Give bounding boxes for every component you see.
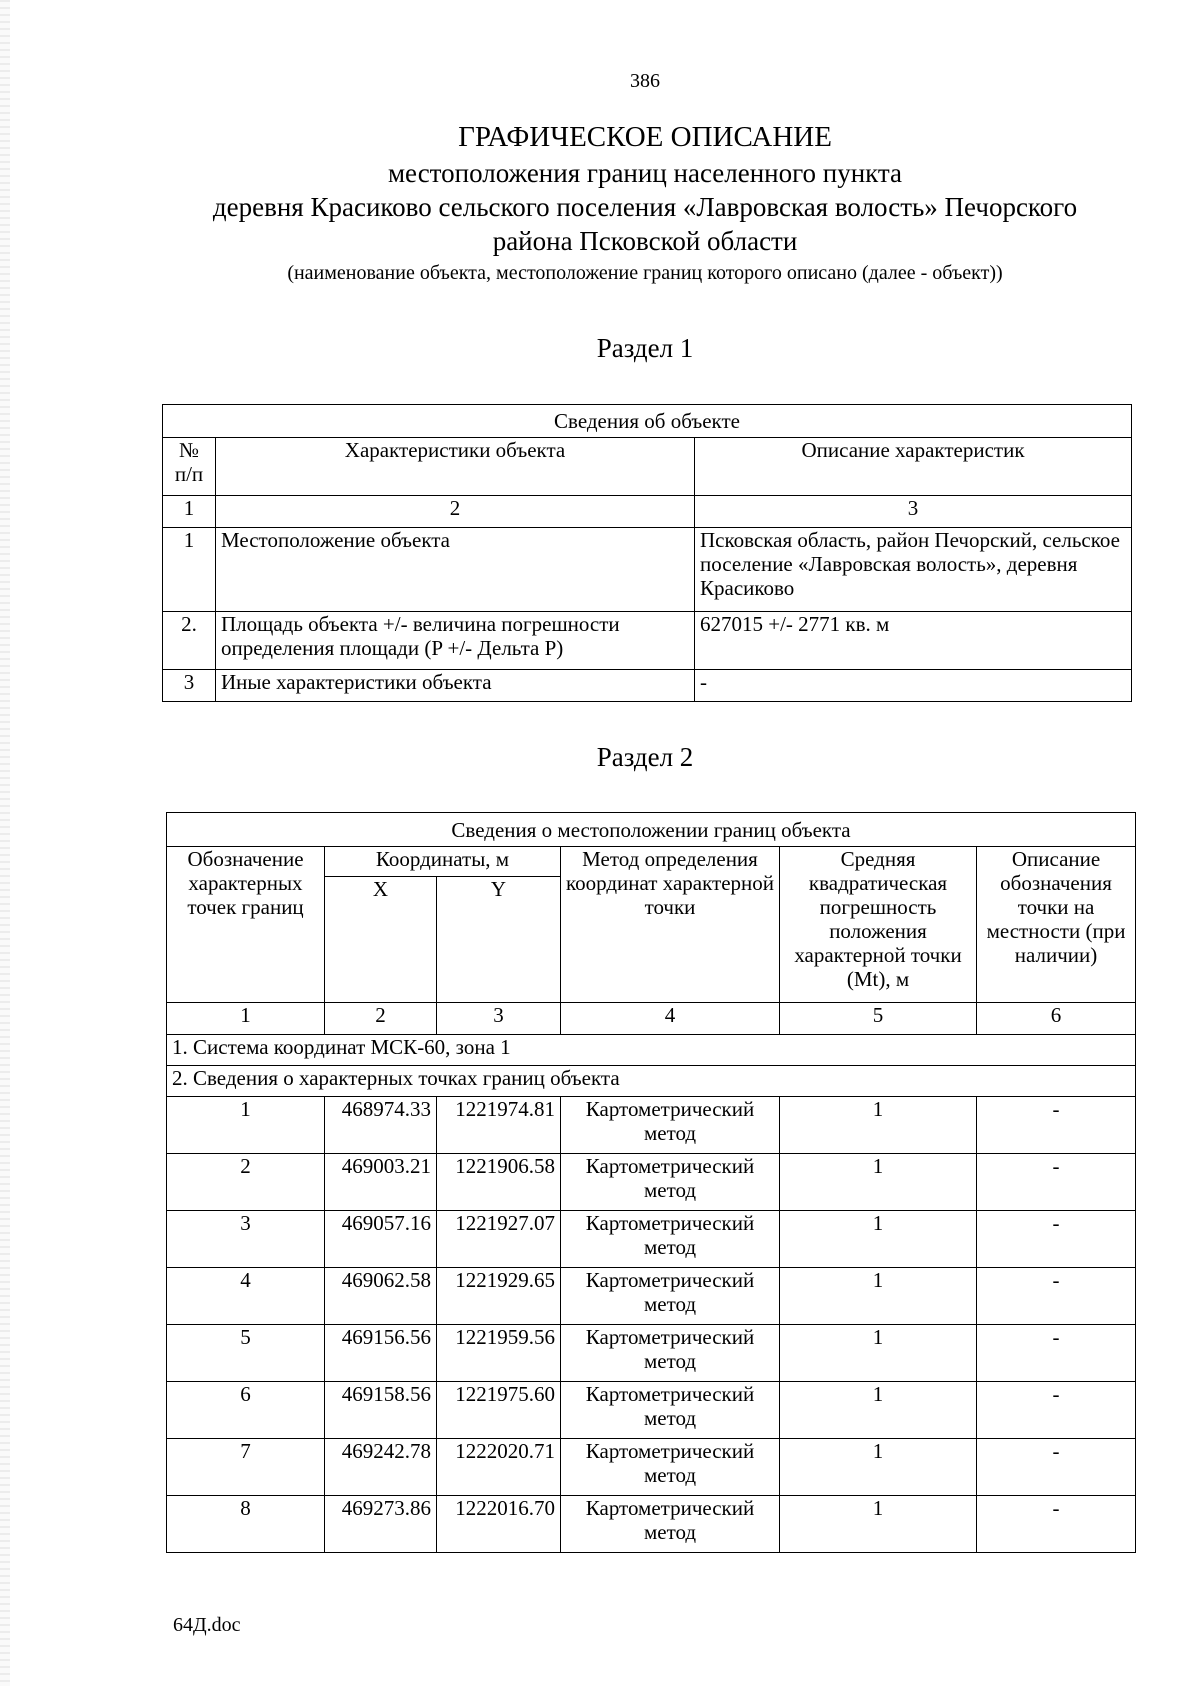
error-mt: 1 <box>780 1439 977 1496</box>
header-coordinates: Координаты, м <box>325 847 561 877</box>
point-description: - <box>977 1211 1136 1268</box>
error-mt: 1 <box>780 1097 977 1154</box>
coord-x: 469062.58 <box>325 1268 437 1325</box>
coord-y: 1221927.07 <box>437 1211 561 1268</box>
index-cell: 3 <box>695 496 1132 528</box>
point-description: - <box>977 1097 1136 1154</box>
coord-y: 1221975.60 <box>437 1382 561 1439</box>
error-mt: 1 <box>780 1496 977 1553</box>
index-cell: 1 <box>167 1003 325 1035</box>
section1-title: Раздел 1 <box>596 333 694 363</box>
page-number: 386 <box>630 70 660 92</box>
points-body <box>167 1097 1136 1553</box>
coord-x: 468974.33 <box>325 1097 437 1154</box>
header-x: X <box>325 877 437 1003</box>
coord-x: 469057.16 <box>325 1211 437 1268</box>
table-row <box>163 528 1132 612</box>
table-row <box>167 1382 1136 1439</box>
points-title-row <box>167 1066 1136 1097</box>
index-cell: 2 <box>325 1003 437 1035</box>
index-row <box>167 1003 1136 1035</box>
point-number: 3 <box>167 1211 325 1268</box>
row-description: Псковская область, район Печорский, сельское поселение «Лавровская волость», деревня Красиково <box>695 528 1132 612</box>
method: Картометрический метод <box>561 1154 780 1211</box>
index-cell: 1 <box>163 496 216 528</box>
table-row <box>167 1211 1136 1268</box>
table-row <box>163 612 1132 670</box>
table-row <box>167 1154 1136 1211</box>
header-description: Описание характеристик <box>695 438 1132 496</box>
point-number: 7 <box>167 1439 325 1496</box>
coord-y: 1221974.81 <box>437 1097 561 1154</box>
table-header-row <box>167 847 1136 877</box>
method: Картометрический метод <box>561 1097 780 1154</box>
table-row <box>167 1439 1136 1496</box>
table-title-row <box>167 813 1136 847</box>
header-error: Средняя квадратическая погрешность положения характерной точки (Mt), м <box>780 847 977 1003</box>
table-row <box>167 1496 1136 1553</box>
error-mt: 1 <box>780 1211 977 1268</box>
header-method: Метод определения координат характерной точки <box>561 847 780 1003</box>
coord-y: 1222016.70 <box>437 1496 561 1553</box>
point-number: 2 <box>167 1154 325 1211</box>
point-description: - <box>977 1325 1136 1382</box>
row-num: 1 <box>163 528 216 612</box>
table-row <box>167 1325 1136 1382</box>
coord-x: 469242.78 <box>325 1439 437 1496</box>
document-title: ГРАФИЧЕСКОЕ ОПИСАНИЕ <box>458 121 832 153</box>
index-row <box>163 496 1132 528</box>
title-caption: (наименование объекта, местоположение границ которого описано (далее - объект)) <box>287 262 1003 284</box>
table-header-row <box>163 438 1132 496</box>
title-line-1: местоположения границ населенного пункта <box>387 158 903 188</box>
point-number: 1 <box>167 1097 325 1154</box>
point-number: 6 <box>167 1382 325 1439</box>
coord-y: 1221959.56 <box>437 1325 561 1382</box>
coord-x: 469158.56 <box>325 1382 437 1439</box>
points-title: 2. Сведения о характерных точках границ объекта <box>167 1066 1136 1097</box>
row-num: 3 <box>163 670 216 702</box>
coord-x: 469003.21 <box>325 1154 437 1211</box>
error-mt: 1 <box>780 1268 977 1325</box>
index-cell: 5 <box>780 1003 977 1035</box>
point-description: - <box>977 1496 1136 1553</box>
method: Картометрический метод <box>561 1439 780 1496</box>
row-characteristic: Иные характеристики объекта <box>216 670 695 702</box>
method: Картометрический метод <box>561 1496 780 1553</box>
scan-edge <box>0 0 10 1686</box>
coord-system-row <box>167 1035 1136 1066</box>
coord-y: 1221929.65 <box>437 1268 561 1325</box>
title-line-3: района Псковской области <box>492 226 798 256</box>
table-row <box>163 670 1132 702</box>
document-header <box>150 118 1140 288</box>
coord-x: 469273.86 <box>325 1496 437 1553</box>
point-number: 4 <box>167 1268 325 1325</box>
row-description: - <box>695 670 1132 702</box>
index-cell: 6 <box>977 1003 1136 1035</box>
index-cell: 3 <box>437 1003 561 1035</box>
boundary-table-title: Сведения о местоположении границ объекта <box>167 813 1136 847</box>
error-mt: 1 <box>780 1154 977 1211</box>
error-mt: 1 <box>780 1382 977 1439</box>
footer-filename: 64Д.doc <box>173 1614 241 1636</box>
row-num: 2. <box>163 612 216 670</box>
error-mt: 1 <box>780 1325 977 1382</box>
table-row <box>167 1268 1136 1325</box>
point-description: - <box>977 1154 1136 1211</box>
point-description: - <box>977 1439 1136 1496</box>
row-description: 627015 +/- 2771 кв. м <box>695 612 1132 670</box>
method: Картометрический метод <box>561 1268 780 1325</box>
header-characteristic: Характеристики объекта <box>216 438 695 496</box>
title-line-2: деревня Красиково сельского поселения «Лавровская волость» Печорского <box>212 192 1078 222</box>
table-row <box>167 1097 1136 1154</box>
section2-title: Раздел 2 <box>596 742 694 772</box>
header-num: № п/п <box>163 438 216 496</box>
method: Картометрический метод <box>561 1325 780 1382</box>
method: Картометрический метод <box>561 1382 780 1439</box>
index-cell: 4 <box>561 1003 780 1035</box>
index-cell: 2 <box>216 496 695 528</box>
boundary-points-table <box>166 812 1136 1553</box>
header-point-description: Описание обозначения точки на местности (при наличии) <box>977 847 1136 1003</box>
table-title-row <box>163 405 1132 438</box>
method: Картометрический метод <box>561 1211 780 1268</box>
object-table-title: Сведения об объекте <box>163 405 1132 438</box>
object-info-table <box>162 404 1132 702</box>
point-description: - <box>977 1382 1136 1439</box>
point-description: - <box>977 1268 1136 1325</box>
row-characteristic: Местоположение объекта <box>216 528 695 612</box>
header-y: Y <box>437 877 561 1003</box>
row-characteristic: Площадь объекта +/- величина погрешности определения площади (P +/- Дельта P) <box>216 612 695 670</box>
point-number: 5 <box>167 1325 325 1382</box>
coordinate-system: 1. Система координат МСК-60, зона 1 <box>167 1035 1136 1066</box>
coord-y: 1222020.71 <box>437 1439 561 1496</box>
point-number: 8 <box>167 1496 325 1553</box>
coord-y: 1221906.58 <box>437 1154 561 1211</box>
coord-x: 469156.56 <box>325 1325 437 1382</box>
header-point: Обозначение характерных точек границ <box>167 847 325 1003</box>
